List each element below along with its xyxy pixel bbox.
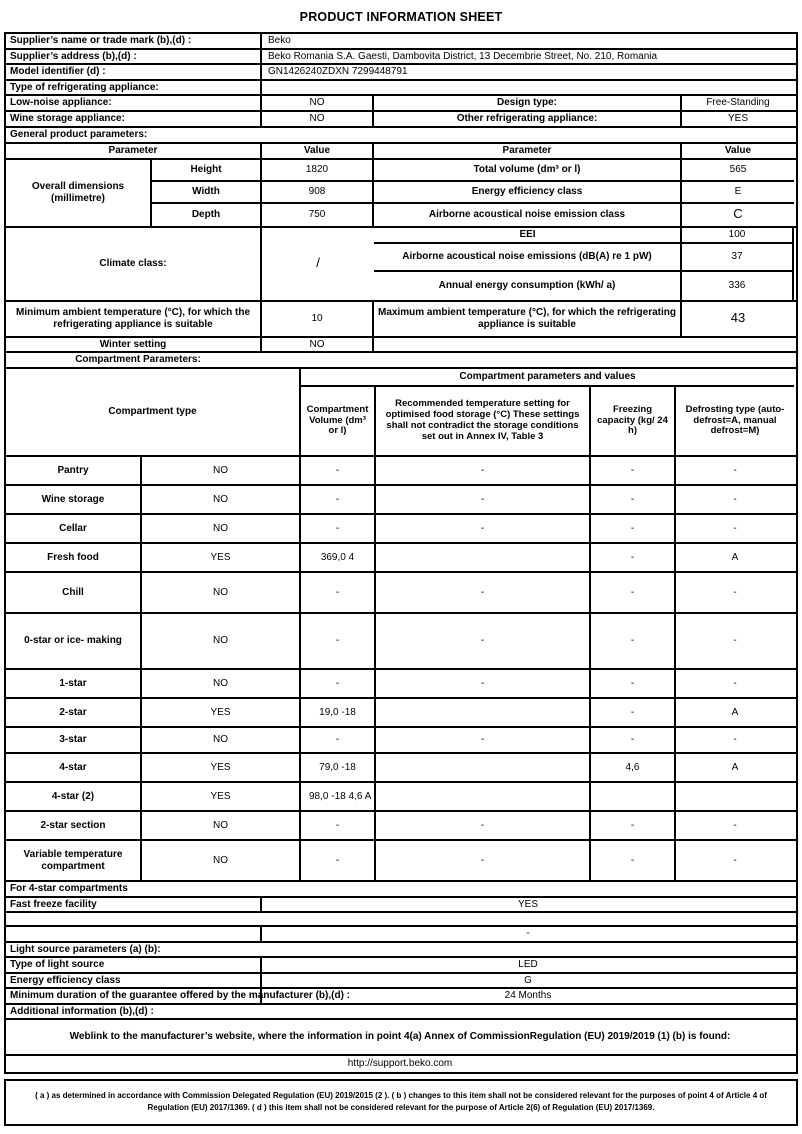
compartment-row-cellar [6,515,796,544]
compartment-freezing: - [591,544,676,571]
design-type-value: Free-Standing [706,97,770,109]
energy-class-label: Energy efficiency class [374,182,682,204]
compartment-temperature: - [376,573,591,612]
col-header-parameter-1: Parameter [6,144,262,158]
compartment-row-2-star-section [6,812,796,841]
supplier-address-value: Beko Romania S.A. Gaesti, Dambovita District, 13 Decembrie Street, No. 210, Romania [268,50,658,62]
compartment-type: Variable temperature compartment [6,841,142,880]
appliance-type-row [6,81,796,97]
fast-freeze-row [6,898,796,914]
compartment-row-0-star [6,614,796,670]
compartment-defrost: - [733,586,737,598]
compartment-temperature: - [376,670,591,697]
compartment-present: NO [142,841,301,880]
light-type-value: LED [518,959,538,970]
fast-freeze-value: YES [517,898,538,910]
spacer-row [6,913,796,927]
compartment-row-4-star [6,754,796,783]
volume-header: Compartment Volume (dm³ or l) [301,387,376,455]
compartment-row-chill [6,573,796,614]
appliance-type-label: Type of refrigerating appliance: [6,81,262,95]
width-label: Width [152,182,262,204]
cell-empty [374,338,794,352]
overall-dimensions-label: Overall dimensions (millimetre) [6,160,152,226]
compartment-freezing: - [591,699,676,726]
other-appliance-label: Other refrigerating appliance: [374,112,682,126]
compartment-row-wine-storage [6,486,796,515]
guarantee-label: Minimum duration of the guarantee offered by the manufacturer (b),(d) : [6,989,262,1003]
low-noise-row [6,96,796,112]
general-header-row [6,144,796,160]
compartment-type: 3-star [6,728,142,752]
supplier-name-value: Beko [268,35,291,46]
compartment-volume: - [301,573,376,612]
total-volume-label: Total volume (dm³ or l) [374,160,682,182]
compartment-freezing: - [591,812,676,839]
light-type-label: Type of light source [6,958,262,972]
additional-info-label: Additional information (b),(d) : [10,1005,154,1017]
compartment-temperature [376,544,591,571]
compartment-type: Fresh food [6,544,142,571]
compartment-type: 4-star (2) [6,783,142,810]
min-ambient-value: 10 [262,302,374,336]
cell-empty [6,927,262,941]
compartment-freezing [591,783,676,810]
compartment-volume: - [301,515,376,542]
compartment-volume: - [301,486,376,513]
supplier-name-label: Supplier’s name or trade mark (b),(d) : [6,34,262,48]
width-value: 908 [262,182,374,204]
compartment-row-pantry [6,457,796,486]
compartment-defrost: - [733,493,737,505]
supplier-address-label: Supplier’s address (b),(d) : [6,50,262,64]
compartment-freezing: - [591,841,676,880]
compartment-volume: - [301,841,376,880]
compartment-row-fresh-food [6,544,796,573]
compartment-type: Chill [6,573,142,612]
compartment-freezing: - [591,614,676,668]
design-type-label: Design type: [374,96,682,110]
ambient-temperature-row [6,302,796,338]
product-information-table [4,32,798,1074]
winter-setting-row [6,338,796,354]
compartment-type: Wine storage [6,486,142,513]
compartment-volume: 79,0 -18 [301,754,376,781]
noise-emissions-label: Airborne acoustical noise emissions (dB(A) re 1 pW) [374,244,682,272]
light-section-label: Light source parameters (a) (b): [10,943,161,955]
low-noise-label: Low-noise appliance: [6,96,262,110]
compartment-defrost: - [733,677,737,689]
low-noise-value: NO [262,96,374,110]
max-ambient-value: 43 [730,310,746,326]
compartment-present: YES [142,699,301,726]
compartment-volume: - [301,728,376,752]
general-section-label: General product parameters: [10,129,148,140]
page-title: PRODUCT INFORMATION SHEET [299,10,503,24]
compartment-freezing: - [591,670,676,697]
weblink-url[interactable]: http://support.beko.com [347,1058,453,1070]
climate-class-value: / [316,255,320,271]
light-class-row [6,974,796,990]
compartment-temperature [376,699,591,726]
compartment-temperature: - [376,515,591,542]
other-appliance-value: YES [727,113,748,125]
total-volume-value: 565 [682,160,794,182]
light-type-row [6,958,796,974]
compartment-row-4-star-2 [6,783,796,812]
compartment-table-header [6,369,796,457]
compartment-type: 1-star [6,670,142,697]
compartment-present: NO [142,670,301,697]
annual-energy-label: Annual energy consumption (kWh/ a) [374,272,682,300]
noise-emissions-value: 37 [682,244,794,272]
compartment-row-1-star [6,670,796,699]
compartment-freezing: - [591,515,676,542]
compartment-row-2-star [6,699,796,728]
model-identifier-value: GN1426240ZDXN 7299448791 [268,66,408,77]
compartment-present: YES [142,754,301,781]
eei-section [6,228,796,302]
compartment-freezing: 4,6 [591,754,676,781]
compartment-volume: 19,0 -18 [301,699,376,726]
height-value: 1820 [262,160,374,182]
four-star-section-row [6,882,796,898]
compartment-temperature: - [376,728,591,752]
noise-class-value: C [733,206,743,222]
compartment-temperature: - [376,841,591,880]
compartment-present: NO [142,573,301,612]
compartment-type: 2-star section [6,812,142,839]
compartment-defrost: A [731,551,739,563]
col-header-parameter-2: Parameter [374,144,682,158]
additional-info-row [6,1005,796,1021]
compartment-volume: - [301,812,376,839]
defrosting-type-header: Defrosting type (auto-defrost=A, manual defrost=M) [685,403,785,437]
winter-setting-value: NO [262,338,374,352]
col-header-value-1: Value [262,144,374,158]
compartment-freezing: - [591,573,676,612]
cell-empty [6,913,794,925]
compartment-type-header: Compartment type [6,369,301,455]
compartment-temperature: - [376,812,591,839]
compartment-temperature [376,754,591,781]
compartment-present: NO [142,812,301,839]
eei-label: EEI [374,228,682,244]
compartment-defrost: - [733,854,737,866]
compartment-type: 4-star [6,754,142,781]
compartment-present: NO [142,614,301,668]
compartment-present: NO [142,728,301,752]
climate-class-label: Climate class: [6,228,262,300]
fast-freeze-label: Fast freeze facility [6,898,262,912]
guarantee-row [6,989,796,1005]
weblink-url-row [6,1056,796,1072]
wine-storage-value: NO [262,112,374,126]
compartment-type: 2-star [6,699,142,726]
compartment-freezing: - [591,728,676,752]
wine-storage-row [6,112,796,128]
compartment-defrost: - [733,522,737,534]
supplier-address-row [6,50,796,66]
compartment-row-variable-temperature [6,841,796,882]
compartment-type: Cellar [6,515,142,542]
noise-class-label: Airborne acoustical noise emission class [374,204,682,226]
compartment-group-header: Compartment parameters and values [301,369,794,387]
extra-row [6,927,796,943]
height-label: Height [152,160,262,182]
compartment-defrost: A [731,706,739,718]
eei-value: 100 [682,228,794,244]
compartment-defrost [676,783,794,810]
compartment-present: YES [142,783,301,810]
depth-value: 750 [262,204,374,226]
compartment-present: NO [142,515,301,542]
extra-value: - [526,928,530,939]
compartment-freezing: - [591,486,676,513]
depth-label: Depth [152,204,262,226]
compartment-present: YES [142,544,301,571]
compartment-defrost: - [733,635,737,647]
compartment-type: Pantry [6,457,142,484]
compartment-temperature: - [376,614,591,668]
col-header-value-2: Value [724,144,752,156]
weblink-label-row [6,1020,796,1056]
compartment-volume: - [301,457,376,484]
light-class-label: Energy efficiency class [6,974,262,988]
model-identifier-row [6,65,796,81]
energy-class-value: E [682,182,794,204]
compartment-present: NO [142,486,301,513]
compartment-defrost: - [733,819,737,831]
compartment-row-3-star [6,728,796,754]
compartment-defrost: - [733,734,737,746]
four-star-section-label: For 4-star compartments [10,883,128,894]
compartment-volume: - [301,614,376,668]
general-section-row [6,128,796,144]
wine-storage-label: Wine storage appliance: [6,112,262,126]
light-section-row [6,943,796,959]
compartment-section-row [6,353,796,369]
compartment-volume: 369,0 4 [301,544,376,571]
model-identifier-label: Model identifier (d) : [6,65,262,79]
annual-energy-value: 336 [682,272,794,300]
compartment-temperature: - [376,486,591,513]
guarantee-value: 24 Months [504,990,552,1001]
compartment-volume: - [301,670,376,697]
temperature-header: Recommended temperature setting for optimised food storage (°C) These settings shall not contradict the storage conditions set out in Annex IV, Table 3 [376,387,591,455]
compartment-freezing: - [591,457,676,484]
cell-empty [262,81,794,95]
freezing-capacity-header: Freezing capacity (kg/ 24 h) [591,387,676,455]
compartment-temperature: - [376,457,591,484]
compartment-temperature [376,783,591,810]
compartment-section-label [6,353,794,367]
winter-setting-label: Winter setting [6,338,262,352]
weblink-label: Weblink to the manufacturer’s website, where the information in point 4(a) Annex of CommissionRegulation (EU) 2019/2019 (1) (b) is found: [69,1031,731,1043]
max-ambient-label: Maximum ambient temperature (°C), for which the refrigerating appliance is suitable [374,302,682,336]
light-class-value: G [524,974,532,986]
compartment-defrost: - [733,464,737,476]
dimensions-section [6,160,796,228]
footnote: ( a ) as determined in accordance with Commission Delegated Regulation (EU) 2019/2015 (2 ). ( b ) changes to this item shall not be considered relevant for the purposes of point 4 of Article 4 of Regulation (EU) 2017/1369. ( d ) this item shall not be considered relevant for the purpose of Article 2(6) of Regulation (EU) 2017/1369. [4,1079,798,1126]
compartment-type: 0-star or ice- making [6,614,142,668]
compartment-volume: 98,0 -18 4,6 A [301,783,376,810]
supplier-name-row [6,34,796,50]
compartment-defrost: A [731,761,739,773]
compartment-section-label-text: Compartment Parameters: [75,354,201,366]
min-ambient-label: Minimum ambient temperature (°C), for which the refrigerating appliance is suitable [6,302,262,336]
compartment-present: NO [142,457,301,484]
